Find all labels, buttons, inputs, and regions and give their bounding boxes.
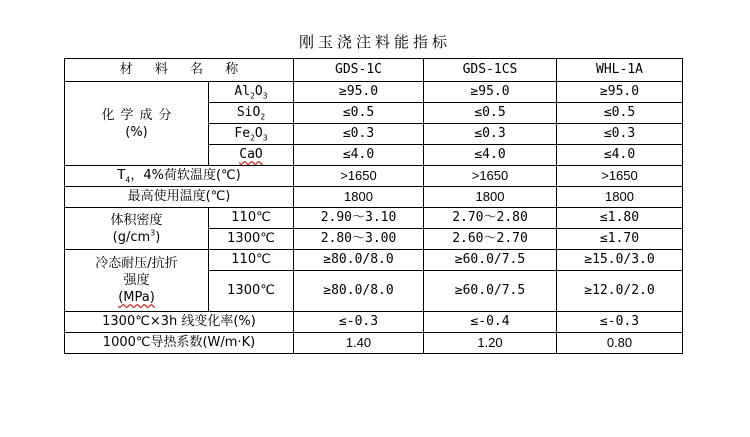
strength-unit: (MPa) — [118, 290, 155, 305]
conductivity-label: 1000℃导热系数(W/m·K) — [65, 333, 294, 354]
value-cell: ≤0.5 — [424, 103, 557, 124]
value-cell: ≥95.0 — [424, 82, 557, 103]
strength-row-110 — [65, 250, 683, 271]
max-temp-label: 最高使用温度(℃) — [65, 187, 294, 208]
strength-label-2: 强度 — [123, 273, 150, 288]
softening-label-pre: T — [117, 168, 126, 183]
material-name-header: 材 料 名 称 — [65, 59, 294, 82]
value-cell: ≤1.80 — [557, 208, 683, 229]
value-cell: ≤0.3 — [424, 124, 557, 145]
value-cell: 1800 — [557, 187, 683, 208]
softening-row — [65, 166, 683, 187]
softening-label — [65, 166, 294, 187]
value-cell: 2.70～2.80 — [424, 208, 557, 229]
component-sio2 — [209, 103, 294, 124]
component-subscript: 2 — [250, 91, 255, 101]
value-cell: ≤4.0 — [294, 145, 424, 166]
density-row-110 — [65, 208, 683, 229]
value-cell: 2.80～3.00 — [294, 229, 424, 250]
value-cell: ≥12.0/2.0 — [557, 271, 683, 312]
value-cell: ≤-0.3 — [294, 312, 424, 333]
column-header-gds-1cs: GDS-1CS — [424, 59, 557, 82]
component-subscript: 2 — [260, 112, 266, 122]
properties-table — [64, 58, 683, 354]
value-cell: 1.20 — [424, 333, 557, 354]
value-cell: ≥95.0 — [294, 82, 424, 103]
strength-label: 冷态耐压/抗折 — [95, 256, 178, 271]
value-cell: >1650 — [424, 166, 557, 187]
chem-unit: (%) — [125, 124, 148, 140]
chem-label-cell — [65, 82, 209, 166]
value-cell: ≥95.0 — [557, 82, 683, 103]
value-cell: 2.90～3.10 — [294, 208, 424, 229]
value-cell: ≤0.3 — [294, 124, 424, 145]
temp-cell: 1300℃ — [209, 229, 294, 250]
density-label-cell — [65, 208, 209, 250]
value-cell: ≤-0.4 — [424, 312, 557, 333]
column-header-whl-1a: WHL-1A — [557, 59, 683, 82]
linear-change-label: 1300℃×3h 线变化率(%) — [65, 312, 294, 333]
linear-change-row — [65, 312, 683, 333]
component-main: Al — [234, 84, 251, 99]
value-cell: ≤1.70 — [557, 229, 683, 250]
density-label: 体积密度 — [110, 212, 163, 228]
temp-cell: 110℃ — [209, 208, 294, 229]
softening-label-subscript: 4 — [125, 175, 131, 185]
density-unit-post: ) — [155, 229, 161, 245]
value-cell: >1650 — [557, 166, 683, 187]
density-unit-pre: (g/cm — [112, 229, 151, 245]
component-tail: O — [254, 84, 263, 99]
value-cell: ≤0.3 — [557, 124, 683, 145]
value-cell: ≥60.0/7.5 — [424, 250, 557, 271]
value-cell: 1800 — [424, 187, 557, 208]
value-cell: ≥80.0/8.0 — [294, 250, 424, 271]
value-cell: 2.60～2.70 — [424, 229, 557, 250]
value-cell: ≤-0.3 — [557, 312, 683, 333]
value-cell: ≥15.0/3.0 — [557, 250, 683, 271]
component-fe2o3 — [209, 124, 294, 145]
softening-label-post: ，4%荷软温度(℃) — [130, 168, 241, 183]
value-cell: ≤4.0 — [557, 145, 683, 166]
header-row — [65, 59, 683, 82]
temp-cell: 110℃ — [209, 250, 294, 271]
table-title: 刚玉浇注料能指标 — [298, 33, 451, 51]
max-temp-row — [65, 187, 683, 208]
value-cell: ≥80.0/8.0 — [294, 271, 424, 312]
chem-label: 化学成分 — [101, 107, 178, 123]
chem-row-al2o3 — [65, 82, 683, 103]
column-header-gds-1c: GDS-1C — [294, 59, 424, 82]
value-cell: ≤0.5 — [294, 103, 424, 124]
value-cell: ≤0.5 — [557, 103, 683, 124]
value-cell: 1800 — [294, 187, 424, 208]
value-cell: >1650 — [294, 166, 424, 187]
component-subscript: 2 — [250, 133, 255, 143]
component-subscript: 3 — [262, 91, 268, 101]
value-cell: ≤4.0 — [424, 145, 557, 166]
density-unit — [113, 230, 161, 245]
value-cell: 0.80 — [557, 333, 683, 354]
value-cell: 1.40 — [294, 333, 424, 354]
component-main: SiO — [236, 105, 261, 120]
component-subscript: 3 — [262, 133, 268, 143]
component-al2o3 — [209, 82, 294, 103]
temp-cell: 1300℃ — [209, 271, 294, 312]
component-main: CaO — [239, 147, 263, 162]
component-tail: O — [254, 126, 263, 141]
component-main: Fe — [234, 126, 251, 141]
density-unit-superscript: 3 — [150, 228, 156, 238]
conductivity-row — [65, 333, 683, 354]
component-cao — [209, 145, 294, 166]
strength-label-cell — [65, 250, 209, 312]
value-cell: ≥60.0/7.5 — [424, 271, 557, 312]
